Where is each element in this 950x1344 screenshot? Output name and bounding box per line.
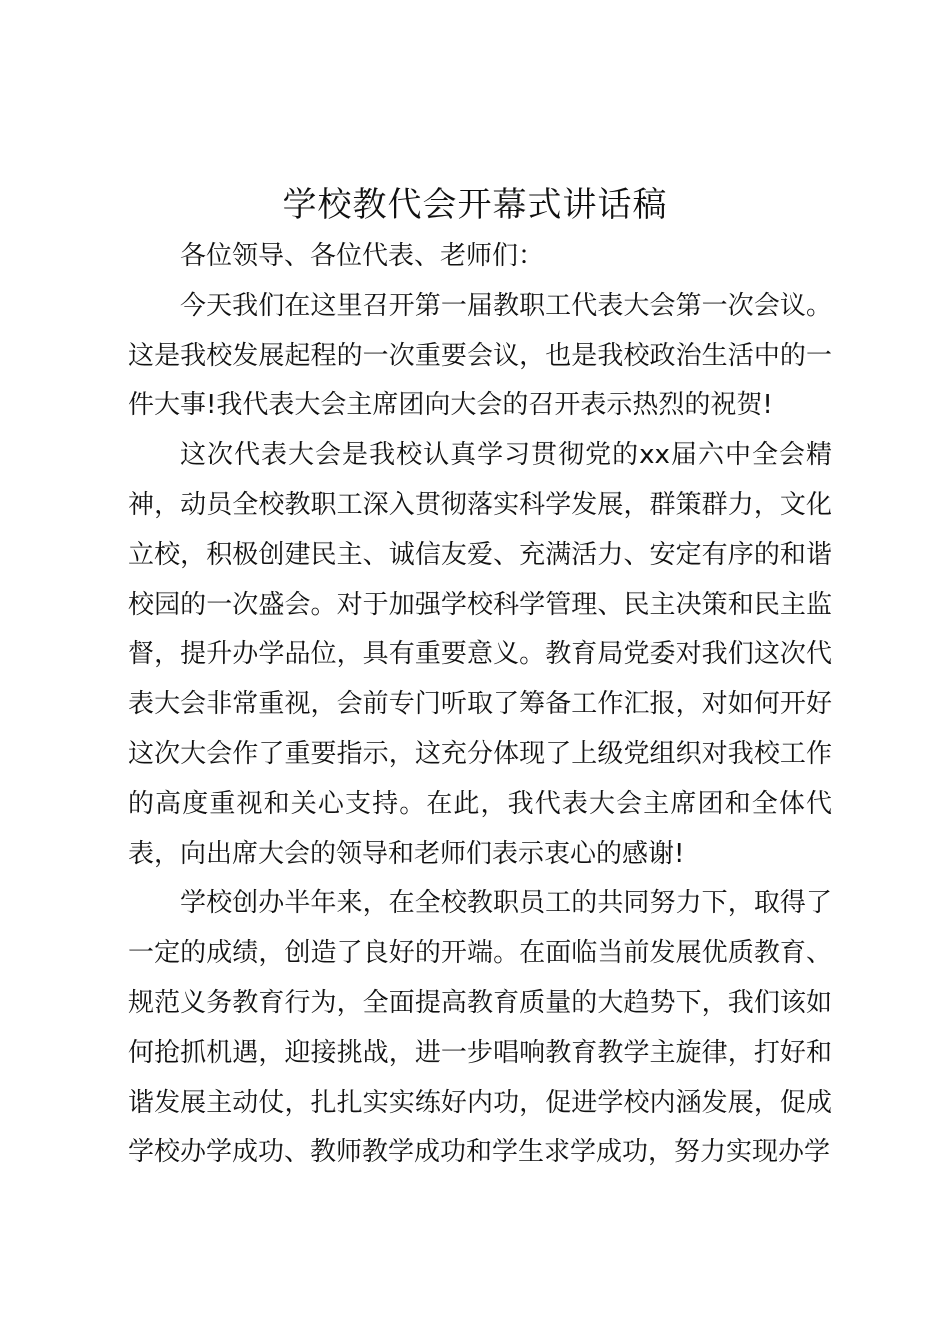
greeting-line: 各位领导、各位代表、老师们： (180, 241, 545, 271)
document-body (128, 232, 832, 1178)
paragraph-1: 今天我们在这里召开第一届教职工代表大会第一次会议。这是我校发展起程的一次重要会议，也是我校政治生活中的一件大事!我代表大会主席团向大会的召开表示热烈的祝贺! (128, 290, 832, 421)
document-title: 学校教代会开幕式讲话稿 (282, 185, 668, 225)
paragraph-3: 学校创办半年来，在全校教职员工的共同努力下，取得了一定的成绩，创造了良好的开端。在面临当前发展优质教育、规范义务教育行为，全面提高教育质量的大趋势下，我们该如何抢抓机遇，迎接挑战，进一步唱响教育教学主旋律，打好和谐发展主动仗，扎扎实实练好内功，促进学校内涵发展，促成学校办学成功、教师教学成功和学生求学成功，努力实现办学 (128, 888, 832, 1168)
paragraph-2: 这次代表大会是我校认真学习贯彻党的xx届六中全会精神，动员全校教职工深入贯彻落实科学发展，群策群力，文化立校，积极创建民主、诚信友爱、充满活力、安定有序的和谐校园的一次盛会。对于加强学校科学管理、民主决策和民主监督，提升办学品位，具有重要意义。教育局党委对我们这次代表大会非常重视，会前专门听取了筹备工作汇报，对如何开好这次大会作了重要指示，这充分体现了上级党组织对我校工作的高度重视和关心支持。在此，我代表大会主席团和全体代表，向出席大会的领导和老师们表示衷心的感谢! (128, 440, 832, 869)
